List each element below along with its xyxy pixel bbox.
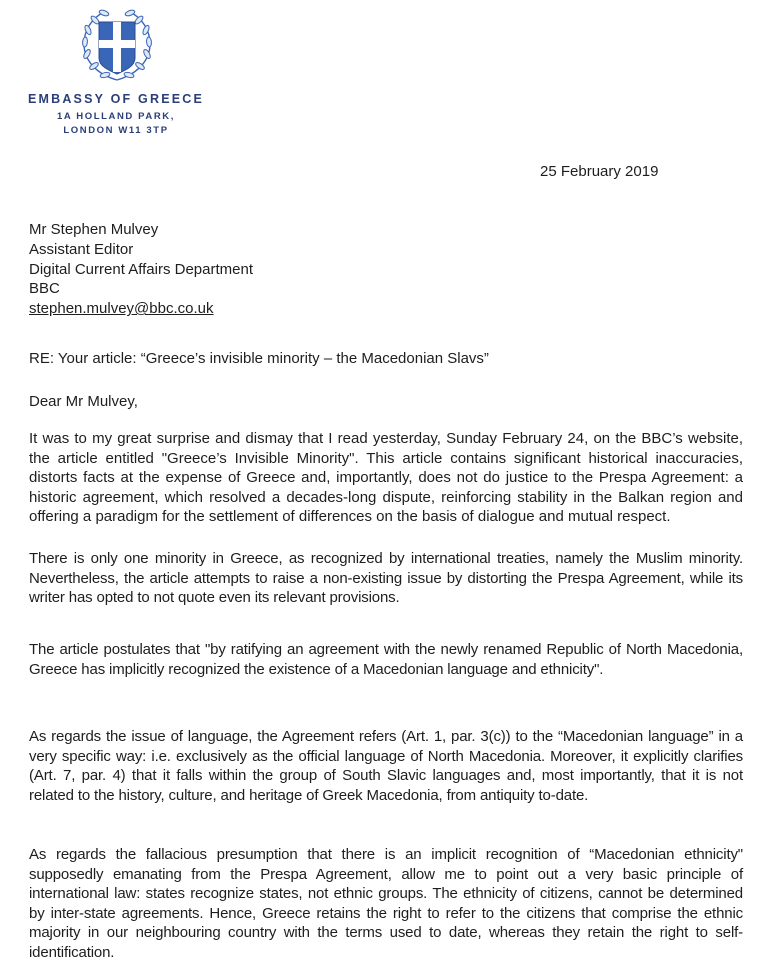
body-paragraph: There is only one minority in Greece, as recognized by international treaties, namely the Muslim minority. Nevertheless, the article attempts to raise a non-existing issue by distorting the Prespa Agreement, while its writer has opted to not quote even its relevant provisions. bbox=[29, 550, 743, 607]
address-line-2: LONDON W11 3TP bbox=[63, 125, 169, 136]
subject-line: RE: Your article: “Greece’s invisible minority – the Macedonian Slavs” bbox=[29, 350, 489, 367]
recipient-department: Digital Current Affairs Department bbox=[29, 260, 253, 278]
recipient-name: Mr Stephen Mulvey bbox=[29, 221, 159, 238]
recipient-email-link[interactable]: stephen.mulvey@bbc.co.uk bbox=[29, 300, 214, 318]
letter-date: 25 February 2019 bbox=[540, 163, 659, 180]
organization-name: EMBASSY OF GREECE bbox=[27, 92, 205, 106]
address-line-1: 1A HOLLAND PARK, bbox=[57, 111, 175, 122]
body-paragraph: As regards the issue of language, the Agreement refers (Art. 1, par. 3(c)) to the “Macedonian language” in a very specific way: i.e. exclusively as the official language of North Macedonia. Moreover, it explicitly clarifies (Art. 7, par. 4) that it falls within the group of South Slavic languages and, most importantly, that it is not related to the history, culture, and heritage of Greek Macedonia, from antiquity to-date. bbox=[29, 728, 743, 804]
body-paragraph: The article postulates that "by ratifying an agreement with the newly renamed Republic of North Macedonia, Greece has implicitly recognized the existence of a Macedonian language and ethnicity". bbox=[29, 641, 743, 678]
recipient-organization: BBC bbox=[29, 280, 60, 298]
recipient-title: Assistant Editor bbox=[29, 240, 134, 258]
salutation: Dear Mr Mulvey, bbox=[29, 393, 138, 410]
body-paragraph: As regards the fallacious presumption that there is an implicit recognition of “Macedonian ethnicity" supposedly emanating from the Prespa Agreement, allow me to point out a very basic principle of international law: states recognize states, not ethnic groups. The ethnicity of citizens, cannot be determined by inter-state agreements. Hence, Greece retains the right to refer to the citizens that comprise the ethnic majority in our neighbouring country with the terms used to date, whereas they retain the right to self-identification. bbox=[29, 846, 743, 961]
body-paragraph: It was to my great surprise and dismay that I read yesterday, Sunday February 24, on the BBC’s website, the article entitled "Greece’s Invisible Minority". This article contains significant historical inaccuracies, distorts facts at the expense of Greece and, importantly, does not do justice to the Prespa Agreement: a historic agreement, which resolved a decades-long dispute, reinforcing stability in the Balkan region and offering a paradigm for the settlement of differences on the basis of dialogue and mutual respect. bbox=[29, 430, 743, 526]
recipient-block bbox=[29, 220, 253, 319]
greek-coat-of-arms-icon bbox=[78, 8, 156, 84]
